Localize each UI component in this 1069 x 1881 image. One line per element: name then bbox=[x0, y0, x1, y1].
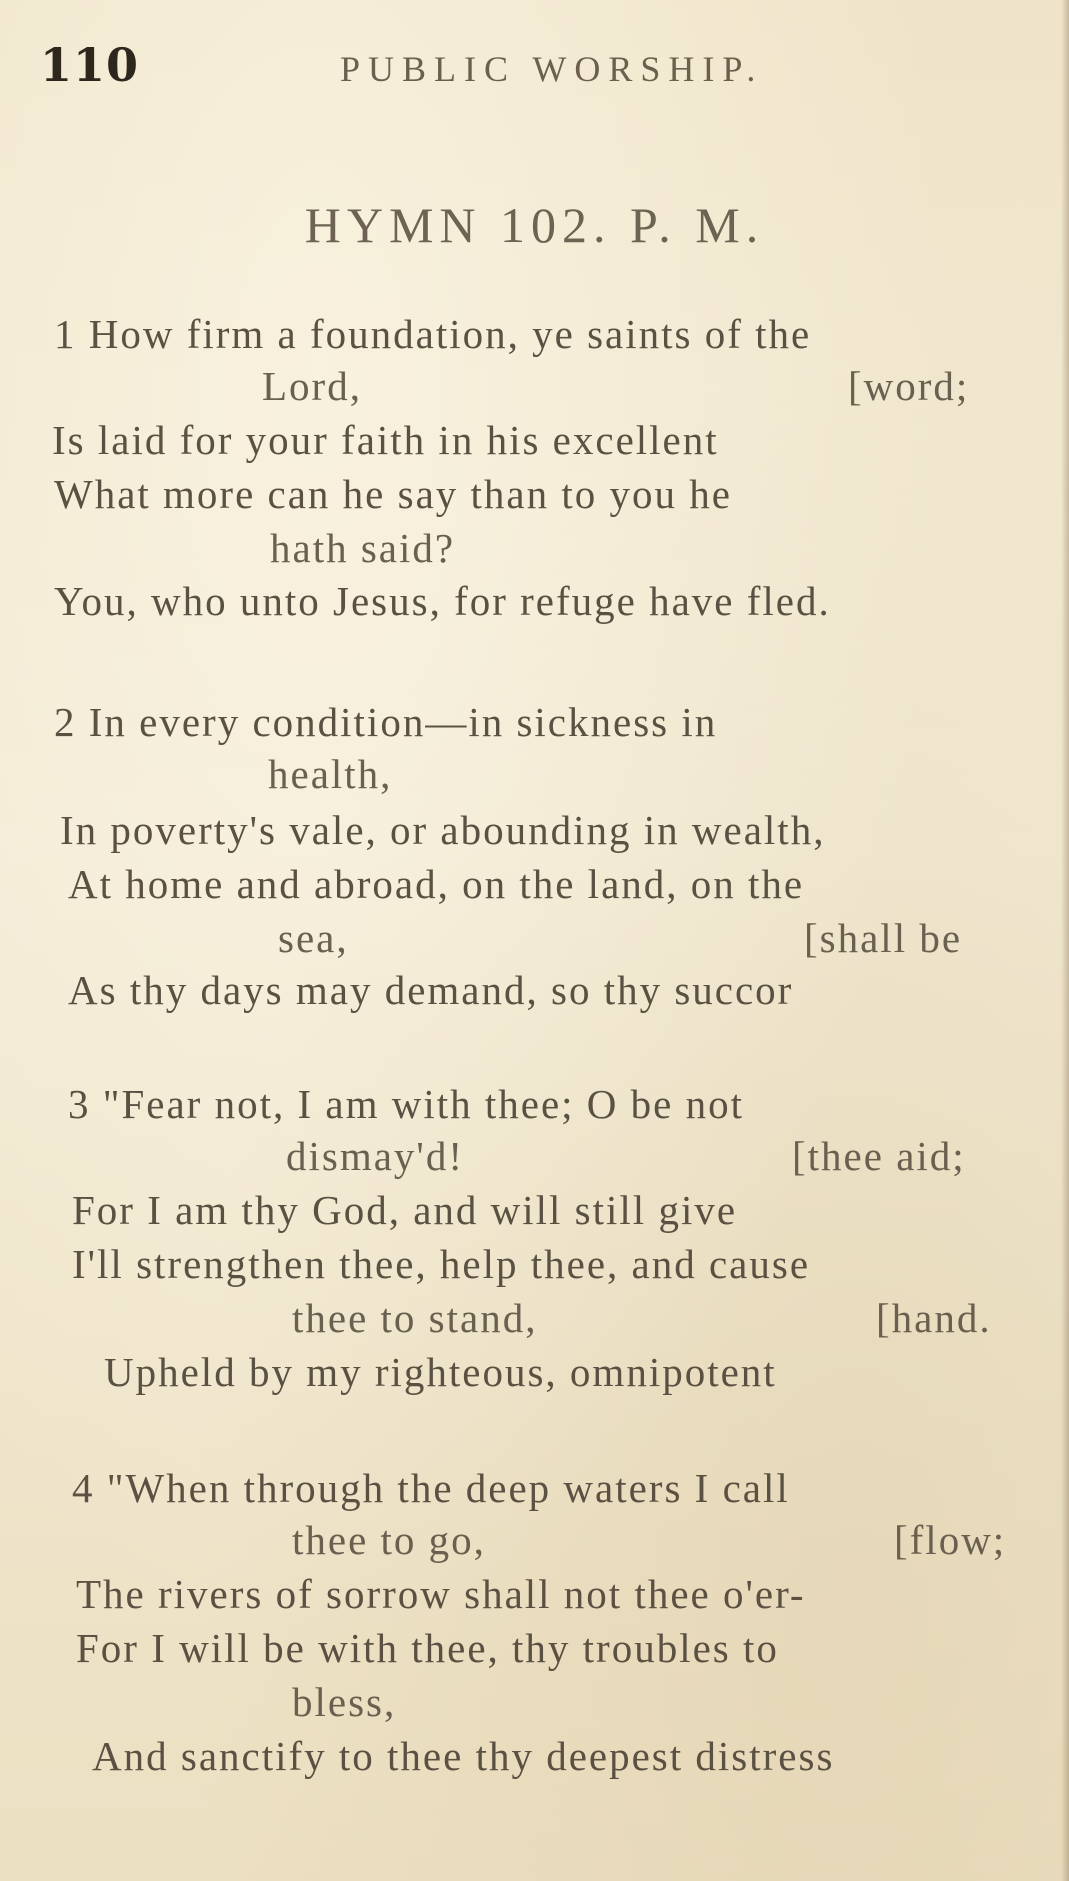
page-edge-shadow bbox=[1061, 0, 1069, 1881]
stanza-line: For I will be with thee, thy troubles to bbox=[76, 1625, 779, 1671]
stanza-line: bless, bbox=[292, 1679, 397, 1725]
stanza-line: dismay'd! bbox=[286, 1133, 464, 1179]
stanza-line: hath said? bbox=[270, 525, 456, 571]
stanza-line: health, bbox=[268, 751, 393, 797]
page-number: 110 bbox=[40, 38, 140, 92]
stanza-line: Is laid for your faith in his excellent bbox=[52, 417, 719, 463]
stanza-line: thee to go, bbox=[292, 1517, 486, 1563]
stanza-line: 1 How firm a foundation, ye saints of the bbox=[54, 311, 812, 357]
stanza-line: [thee aid; bbox=[792, 1133, 966, 1179]
stanza-line: 2 In every condition—in sickness in bbox=[54, 699, 718, 745]
stanza-line: The rivers of sorrow shall not thee o'er- bbox=[76, 1571, 806, 1617]
stanza-line: In poverty's vale, or abounding in wealth, bbox=[60, 807, 826, 853]
stanza-line: Lord, bbox=[262, 363, 362, 409]
stanza-line: [shall be bbox=[804, 915, 963, 961]
stanza-line: [flow; bbox=[894, 1517, 1007, 1563]
hymn-title: HYMN 102. P. M. bbox=[304, 197, 765, 253]
stanza-line: As thy days may demand, so thy succor bbox=[68, 967, 794, 1013]
stanza-line: You, who unto Jesus, for refuge have fled. bbox=[54, 578, 831, 624]
running-head: PUBLIC WORSHIP. bbox=[340, 49, 764, 89]
stanza-line: 3 "Fear not, I am with thee; O be not bbox=[68, 1081, 744, 1127]
stanza-line: At home and abroad, on the land, on the bbox=[68, 861, 805, 907]
stanza-line: Upheld by my righteous, omnipotent bbox=[104, 1349, 777, 1395]
stanza-line: I'll strengthen thee, help thee, and cause bbox=[72, 1241, 811, 1287]
stanza-line: What more can he say than to you he bbox=[54, 471, 732, 517]
stanza-line: [word; bbox=[848, 363, 970, 409]
page-header bbox=[40, 38, 1040, 98]
stanza-line: thee to stand, bbox=[292, 1295, 538, 1341]
stanza-line: sea, bbox=[278, 915, 349, 961]
stanza-line: And sanctify to thee thy deepest distress bbox=[92, 1733, 835, 1779]
stanza-line: [hand. bbox=[876, 1295, 992, 1341]
stanza-line: 4 "When through the deep waters I call bbox=[72, 1465, 790, 1511]
stanza-line: For I am thy God, and will still give bbox=[72, 1187, 738, 1233]
